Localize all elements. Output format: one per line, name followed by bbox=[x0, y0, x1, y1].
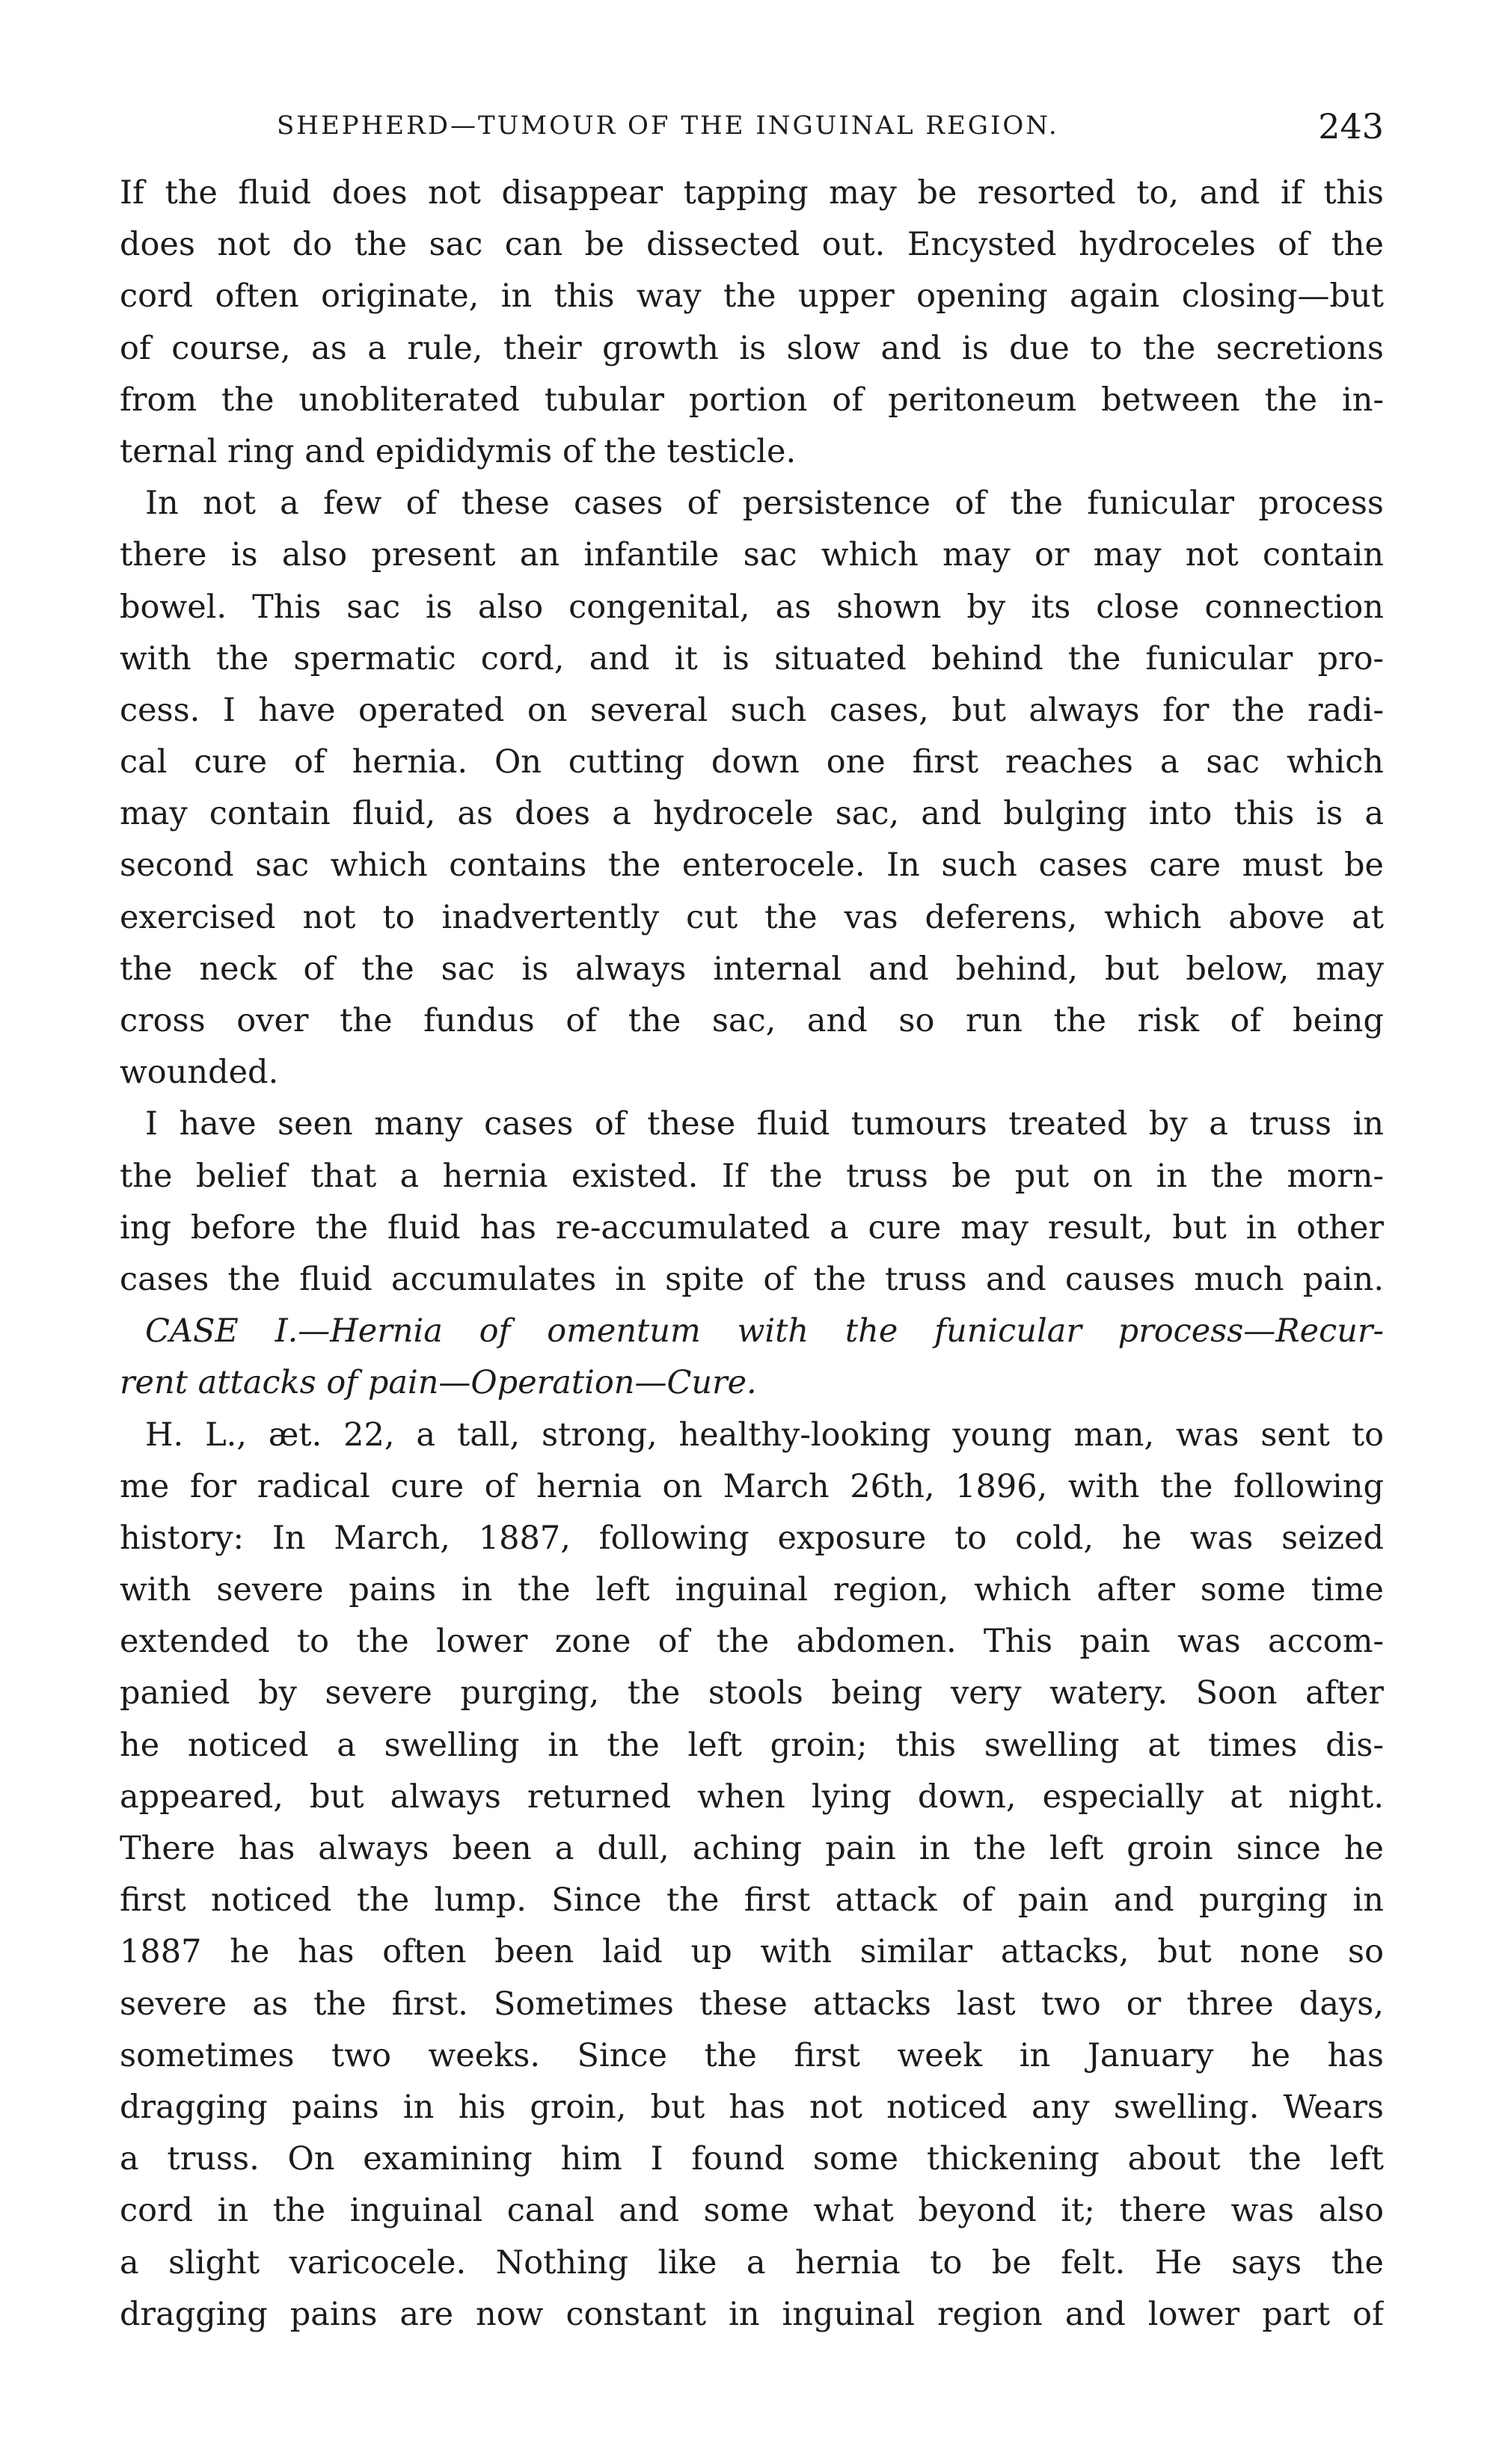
text-line: ternal ring and epididymis of the testicle. bbox=[120, 432, 797, 470]
text-line: he noticed a swelling in the left groin; this swelling at times dis- bbox=[120, 1726, 1384, 1764]
text-line: There has always been a dull, aching pain in the left groin since he bbox=[120, 1830, 1384, 1867]
text-line: wounded. bbox=[120, 1054, 279, 1092]
text-line: appeared, but always returned when lying down, especially at night. bbox=[120, 1778, 1384, 1816]
body-text bbox=[120, 168, 1384, 2341]
case-heading: CASE I.—Hernia of omentum with the funicular process—Recur- bbox=[145, 1312, 1384, 1351]
text-line: panied by severe purging, the stools being very watery. Soon after bbox=[120, 1674, 1384, 1712]
text-line: a truss. On examining him I found some thickening about the left bbox=[120, 2140, 1384, 2178]
text-line: bowel. This sac is also congenital, as shown by its close connection bbox=[120, 588, 1384, 626]
text-line: with the spermatic cord, and it is situated behind the funicular pro- bbox=[120, 639, 1384, 678]
text-line: from the unobliterated tubular portion of peritoneum between the in- bbox=[120, 381, 1384, 419]
text-line: If the fluid does not disappear tapping may be resorted to, and if this bbox=[120, 174, 1384, 212]
text-line: the neck of the sac is always internal and behind, but below, may bbox=[120, 950, 1384, 988]
text-line: cal cure of hernia. On cutting down one first reaches a sac which bbox=[120, 743, 1384, 781]
text-line: H. L., æt. 22, a tall, strong, healthy-looking young man, was sent to bbox=[145, 1416, 1384, 1454]
text-line: 1887 he has often been laid up with similar attacks, but none so bbox=[120, 1933, 1384, 1971]
text-line: sometimes two weeks. Since the first week in January he has bbox=[120, 2036, 1384, 2074]
text-line: may contain fluid, as does a hydrocele sac, and bulging into this is a bbox=[120, 795, 1384, 833]
text-line: second sac which contains the enterocele. In such cases care must be bbox=[120, 847, 1384, 885]
text-line: with severe pains in the left inguinal region, which after some time bbox=[120, 1571, 1384, 1609]
case-heading: rent attacks of pain—Operation—Cure. bbox=[120, 1364, 757, 1402]
text-line: In not a few of these cases of persistence of the funicular process bbox=[145, 485, 1384, 523]
text-line: does not do the sac can be dissected out. Encysted hydroceles of the bbox=[120, 226, 1384, 264]
text-line: ing before the fluid has re-accumulated a cure may result, but in other bbox=[120, 1208, 1384, 1247]
text-line: cross over the fundus of the sac, and so run the risk of being bbox=[120, 1002, 1384, 1039]
text-line: there is also present an infantile sac which may or may not contain bbox=[120, 536, 1384, 574]
text-line: history: In March, 1887, following exposure to cold, he was seized bbox=[120, 1519, 1384, 1557]
text-line: of course, as a rule, their growth is slow and is due to the secretions bbox=[120, 329, 1384, 367]
text-line: extended to the lower zone of the abdomen. This pain was accom- bbox=[120, 1623, 1384, 1661]
text-line: cord often originate, in this way the upper opening again closing—but bbox=[120, 277, 1384, 316]
text-line: cord in the inguinal canal and some what beyond it; there was also bbox=[120, 2192, 1384, 2230]
text-line: first noticed the lump. Since the first attack of pain and purging in bbox=[120, 1881, 1384, 1920]
text-line: severe as the first. Sometimes these attacks last two or three days, bbox=[120, 1985, 1384, 2023]
text-line: the belief that a hernia existed. If the truss be put on in the morn- bbox=[120, 1157, 1384, 1195]
text-line: exercised not to inadvertently cut the vas deferens, which above at bbox=[120, 898, 1384, 936]
text-line: cess. I have operated on several such cases, but always for the radi- bbox=[120, 691, 1384, 729]
text-line: me for radical cure of hernia on March 26th, 1896, with the following bbox=[120, 1467, 1384, 1505]
page-number: 243 bbox=[1318, 106, 1384, 147]
text-line: dragging pains are now constant in inguinal region and lower part of bbox=[120, 2295, 1384, 2333]
text-line: cases the fluid accumulates in spite of the truss and causes much pain. bbox=[120, 1260, 1384, 1298]
text-line: dragging pains in his groin, but has not noticed any swelling. Wears bbox=[120, 2088, 1384, 2126]
text-line: a slight varicocele. Nothing like a hernia to be felt. He says the bbox=[120, 2243, 1384, 2282]
text-line: I have seen many cases of these fluid tumours treated by a truss in bbox=[145, 1105, 1384, 1143]
running-title: SHEPHERD—TUMOUR OF THE INGUINAL REGION. bbox=[277, 111, 1059, 141]
running-header bbox=[120, 105, 1384, 150]
